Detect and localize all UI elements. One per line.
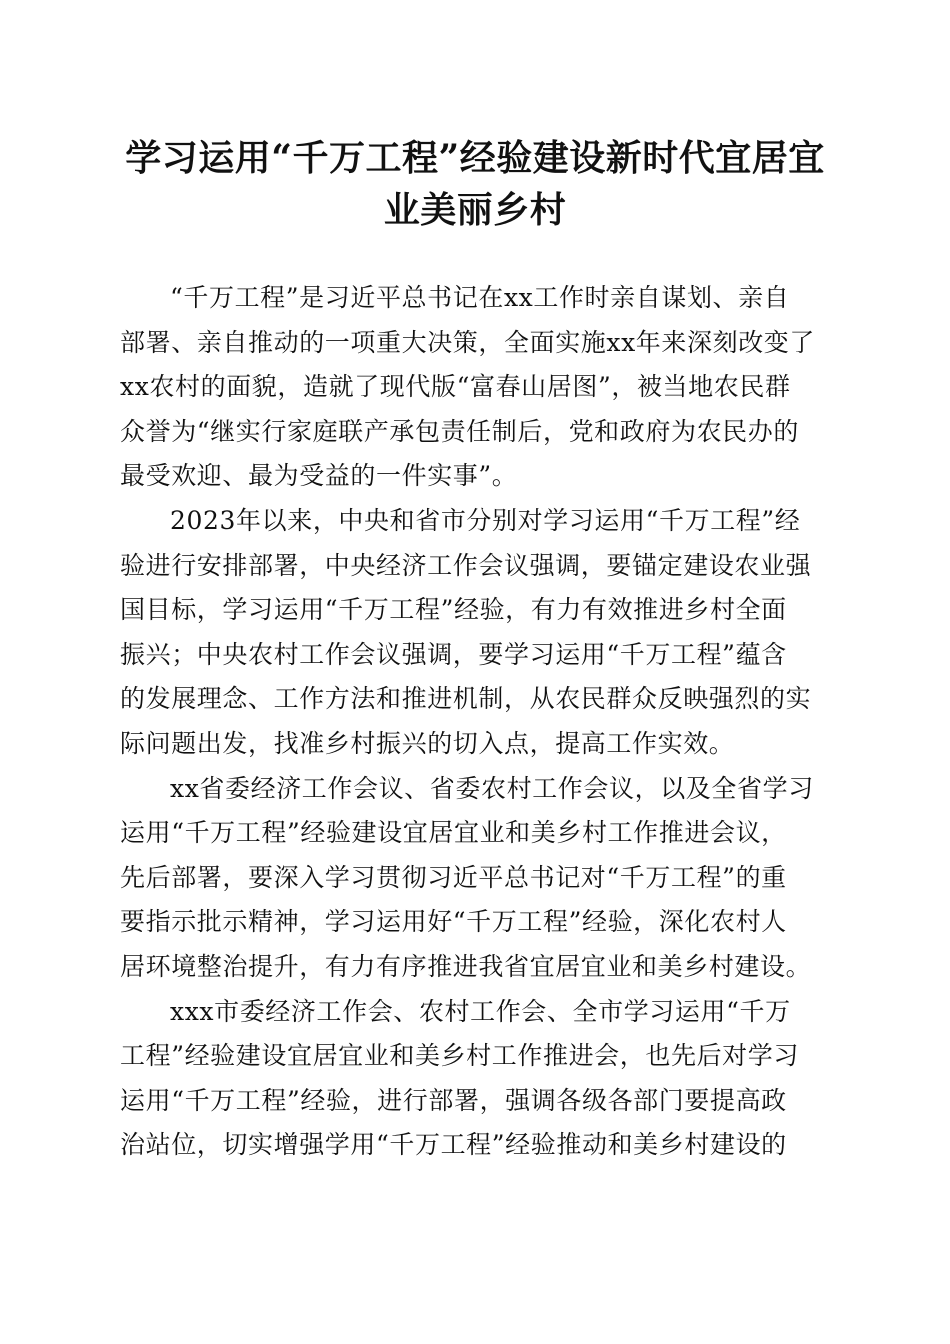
text-line: 众誉为“继实行家庭联产承包责任制后，党和政府为农民办的: [120, 416, 799, 446]
document-body: [120, 276, 825, 1168]
text-line: xxx市委经济工作会、农村工作会、全市学习运用“千万: [170, 996, 791, 1026]
paragraph-1: [120, 276, 825, 499]
text-line: 的发展理念、工作方法和推进机制，从农民群众反映强烈的实: [120, 684, 812, 714]
text-line: 际问题出发，找准乡村振兴的切入点，提高工作实效。: [120, 728, 735, 758]
text-line: 国目标，学习运用“千万工程”经验，有力有效推进乡村全面: [120, 595, 787, 625]
text-line: 最受欢迎、最为受益的一件实事”。: [120, 461, 518, 491]
title-line: 业美丽乡村: [383, 189, 567, 231]
text-line: 治站位，切实增强学用“千万工程”经验推动和美乡村建设的: [120, 1130, 787, 1160]
text-line: 要指示批示精神，学习运用好“千万工程”经验，深化农村人: [120, 907, 787, 937]
title-line: 学习运用“千万工程”经验建设新时代宜居宜: [125, 137, 825, 179]
text-line: 振兴；中央农村工作会议强调，要学习运用“千万工程”蕴含: [120, 639, 787, 669]
text-line: 先后部署，要深入学习贯彻习近平总书记对“千万工程”的重: [120, 862, 787, 892]
document-title: [110, 132, 840, 236]
text-line: “千万工程”是习近平总书记在xx工作时亲自谋划、亲自: [170, 283, 790, 312]
paragraph-3: [120, 767, 825, 990]
text-line: xx农村的面貌，造就了现代版“富春山居图”，被当地农民群: [120, 372, 791, 402]
text-line: xx省委经济工作会议、省委农村工作会议，以及全省学习: [170, 773, 814, 803]
text-line: 运用“千万工程”经验建设宜居宜业和美乡村工作推进会议，: [120, 818, 787, 848]
text-line: 部署、亲自推动的一项重大决策，全面实施xx年来深刻改变了: [120, 327, 816, 357]
text-line: 居环境整治提升，有力有序推进我省宜居宜业和美乡村建设。: [120, 951, 812, 981]
paragraph-4: [120, 990, 825, 1168]
text-line: 验进行安排部署，中央经济工作会议强调，要锚定建设农业强: [120, 550, 812, 580]
paragraph-2: [120, 499, 825, 767]
text-line: 工程”经验建设宜居宜业和美乡村工作推进会，也先后对学习: [120, 1041, 799, 1071]
text-line: 2023年以来，中央和省市分别对学习运用“千万工程”经: [170, 505, 801, 535]
text-line: 运用“千万工程”经验，进行部署，强调各级各部门要提高政: [120, 1085, 787, 1115]
